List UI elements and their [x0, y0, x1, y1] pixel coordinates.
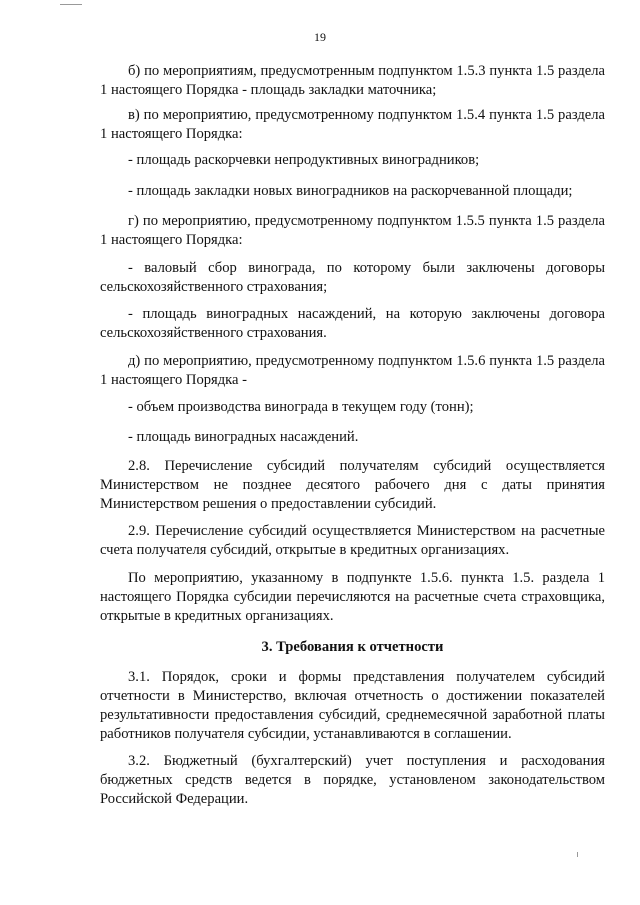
scan-mark — [577, 852, 578, 857]
paragraph-v: в) по мероприятию, предусмотренному подпунктом 1.5.4 пункта 1.5 раздела 1 настоящего Порядка: — [100, 107, 605, 142]
list-item: - площадь виноградных насаждений. — [128, 429, 359, 445]
list-item: - площадь раскорчевки непродуктивных виноградников; — [128, 152, 480, 168]
list-item: - валовый сбор винограда, по которому были заключены договоры сельскохозяйственного страхования; — [100, 260, 605, 295]
section-heading: 3. Требования к отчетности — [261, 639, 444, 655]
list-item: - площадь закладки новых виноградников на раскорчеванной площади; — [128, 183, 573, 199]
paragraph-g: г) по мероприятию, предусмотренному подпунктом 1.5.5 пункта 1.5 раздела 1 настоящего Порядка: — [100, 213, 605, 248]
scan-mark — [60, 4, 82, 5]
paragraph-3-2: 3.2. Бюджетный (бухгалтерский) учет поступления и расходования бюджетных средств ведется в порядке, установленом законодательством Российской Федерации. — [100, 753, 605, 807]
paragraph-2-8: 2.8. Перечисление субсидий получателям субсидий осуществляется Министерством не позднее десятого рабочего дня с даты принятия Министерством решения о предоставлении субсидий. — [100, 458, 605, 512]
paragraph-d: д) по мероприятию, предусмотренному подпунктом 1.5.6 пункта 1.5 раздела 1 настоящего Порядка - — [100, 353, 605, 388]
paragraph-2-9: 2.9. Перечисление субсидий осуществляется Министерством на расчетные счета получателя субсидий, открытые в кредитных организациях. — [100, 523, 605, 558]
paragraph-3-1: 3.1. Порядок, сроки и формы представления получателем субсидий отчетности в Министерство, включая отчетность о достижении показателей результативности предоставления субсидий, среднемесячной заработной платы работников получателя субсидии, устанавливаются в соглашении. — [100, 669, 605, 742]
list-item: - объем производства винограда в текущем году (тонн); — [128, 399, 474, 415]
paragraph-b: б) по мероприятиям, предусмотренным подпунктом 1.5.3 пункта 1.5 раздела 1 настоящего Порядка - площадь закладки маточника; — [100, 63, 605, 98]
paragraph-insurer: По мероприятию, указанному в подпункте 1.5.6. пункта 1.5. раздела 1 настоящего Порядка субсидии перечисляются на расчетные счета страховщика, открытые в кредитных организациях. — [100, 570, 605, 624]
page-number: 19 — [314, 30, 326, 44]
list-item: - площадь виноградных насаждений, на которую заключены договора сельскохозяйственного страхования. — [100, 306, 605, 341]
